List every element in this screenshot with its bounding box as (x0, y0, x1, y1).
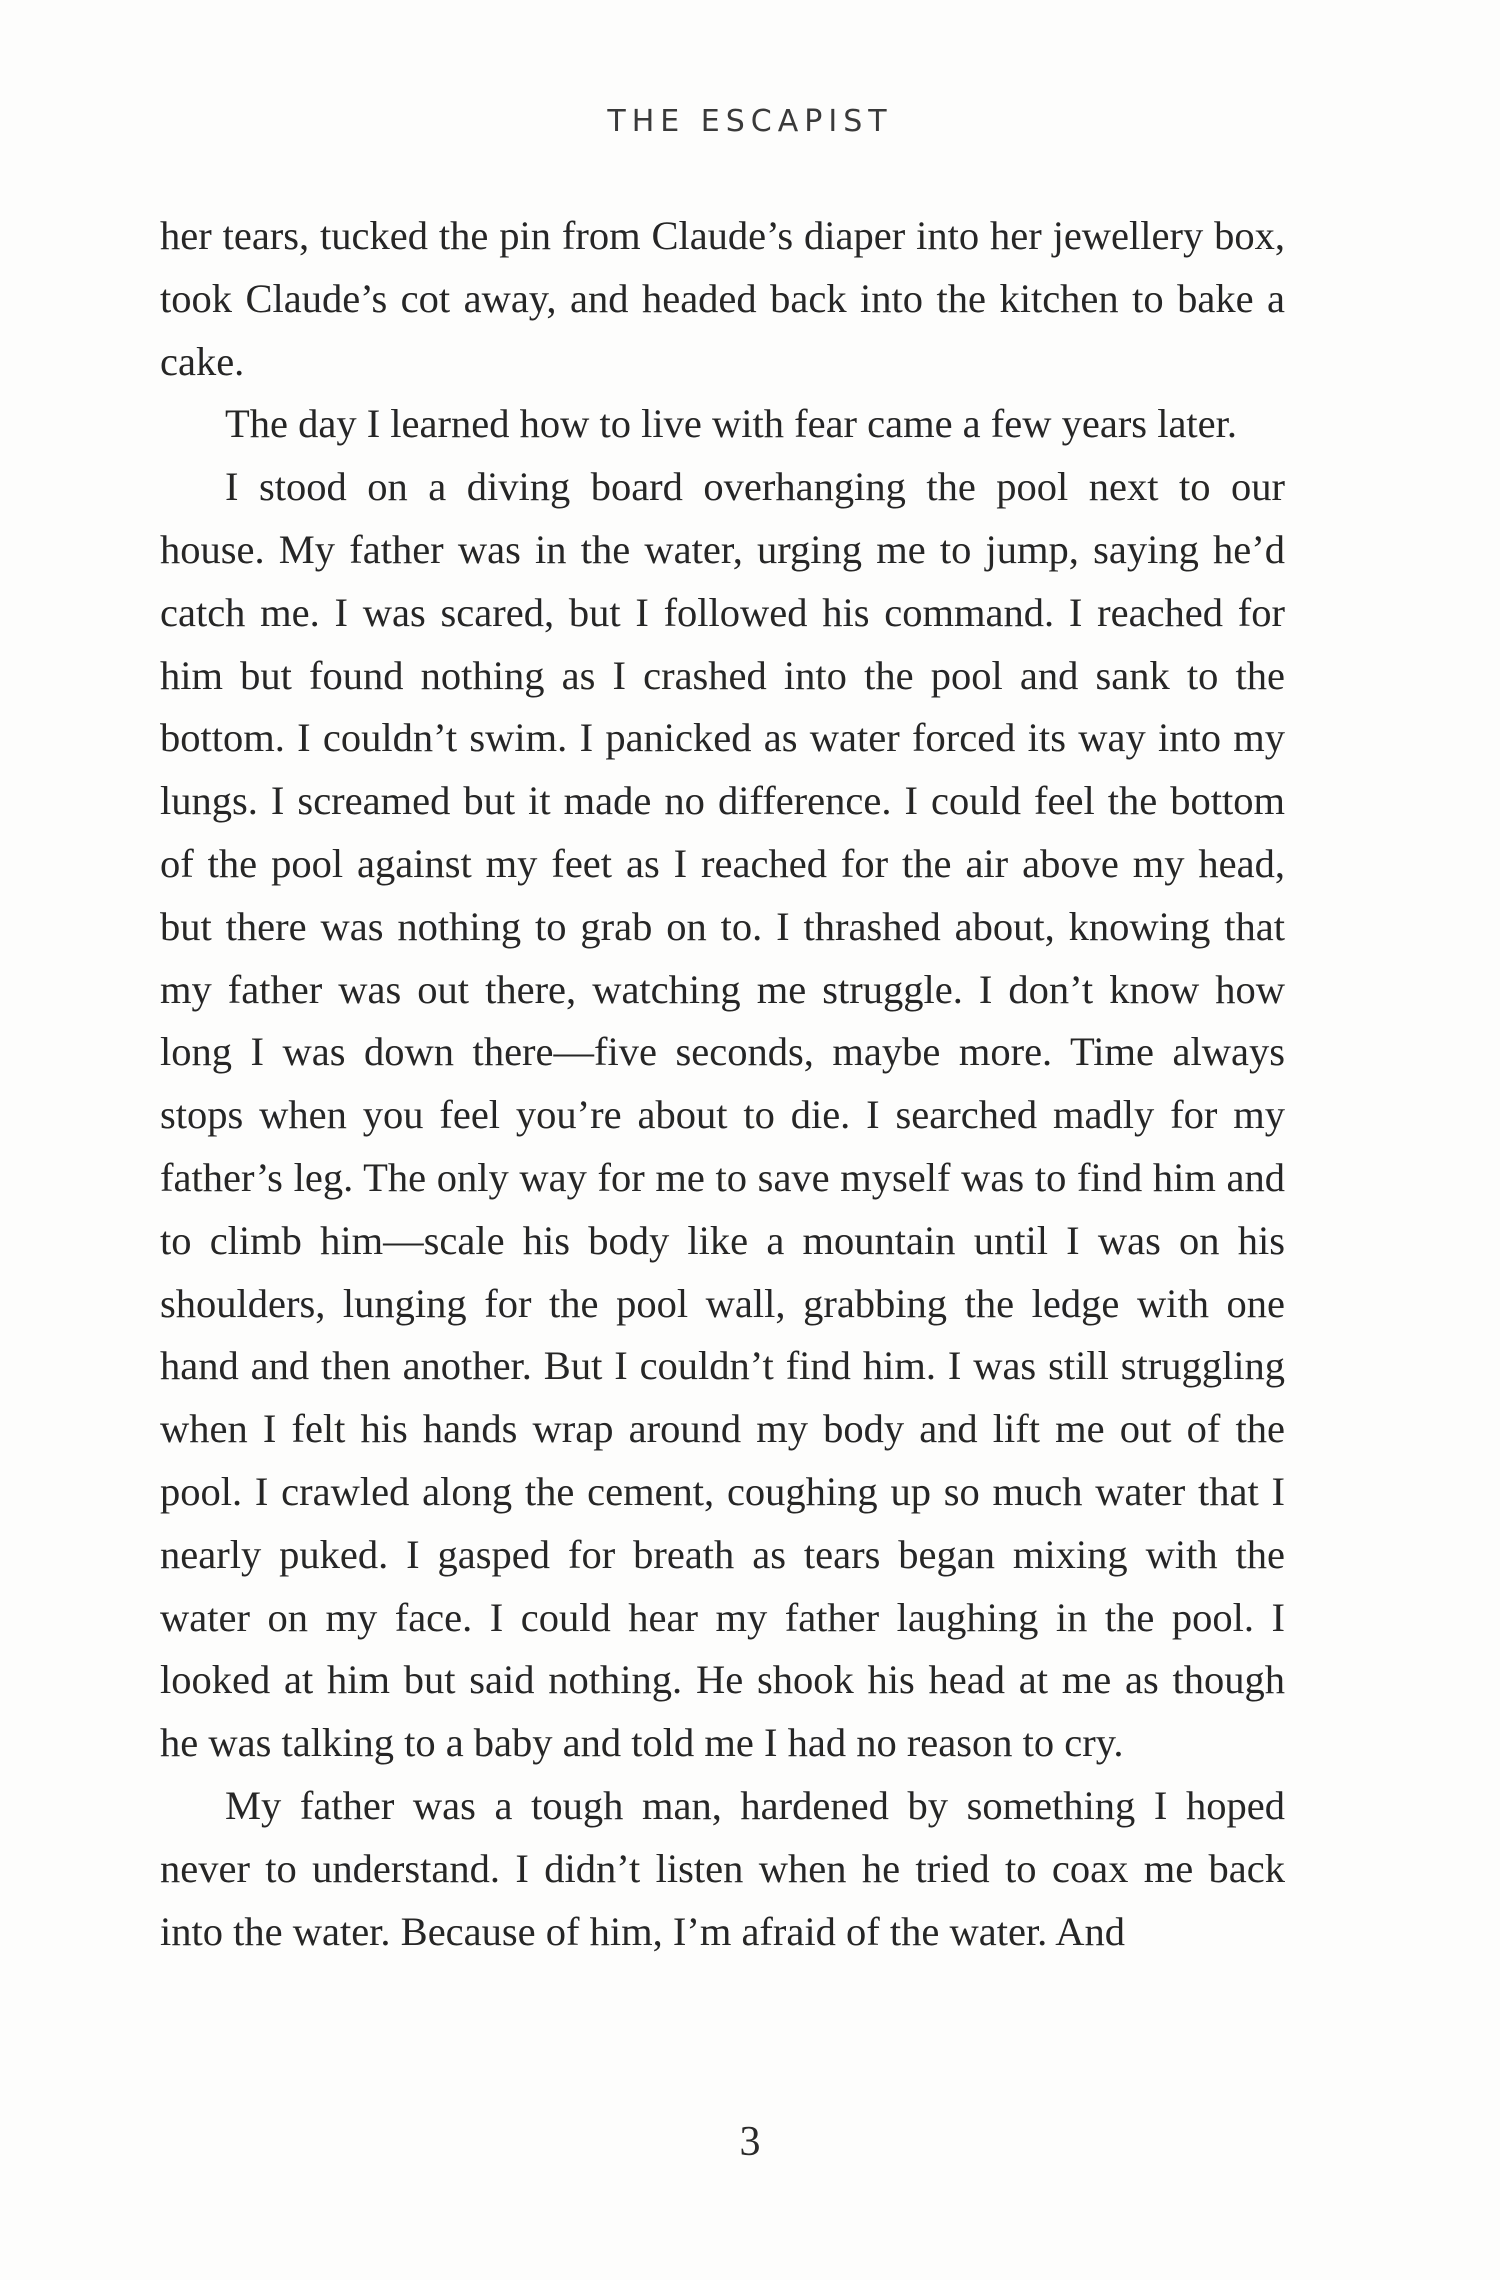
paragraph-fear: The day I learned how to live with fear came a few years later. (225, 401, 1238, 447)
paragraph-continuation: her tears, tucked the pin from Claude’s diaper into her jewellery box, took Claude’s cot away, and headed back into the kitchen to bake a cake. (160, 213, 1285, 384)
paragraph-tough-man: My father was a tough man, hardened by something I hoped never to understand. I didn’t listen when he tried to coax me back into the water. Because of him, I’m afraid of the water. And (160, 1782, 1285, 1954)
body-text (160, 205, 1285, 1963)
paragraph-diving-board: I stood on a diving board overhanging the pool next to our house. My father was in the water, urging me to jump, saying he’d catch me. I was scared, but I followed his command. I reached for him but found nothing as I crashed into the pool and sank to the bottom. I couldn’t swim. I panicked as water forced its way into my lungs. I screamed but it made no difference. I could feel the bottom of the pool against my feet as I reached for the air above my head, but there was nothing to grab on to. I thrashed about, knowing that my father was out there, watching me struggle. I don’t know how long I was down there—five seconds, maybe more. Time always stops when you feel you’re about to die. I searched madly for my father’s leg. The only way for me to save myself was to find him and to climb him—scale his body like a mountain until I was on his shoulders, lunging for the pool wall, grabbing the ledge with one hand and then another. But I couldn’t find him. I was still struggling when I felt his hands wrap around my body and lift me out of the pool. I crawled along the cement, coughing up so much water that I nearly puked. I gasped for breath as tears began mixing with the water on my face. I could hear my father laughing in the pool. I looked at him but said nothing. He shook his head at me as though he was talking to a baby and told me I had no reason to cry. (160, 464, 1285, 1766)
running-head-title: THE ESCAPIST (607, 104, 893, 139)
page-number: 3 (739, 2119, 761, 2165)
